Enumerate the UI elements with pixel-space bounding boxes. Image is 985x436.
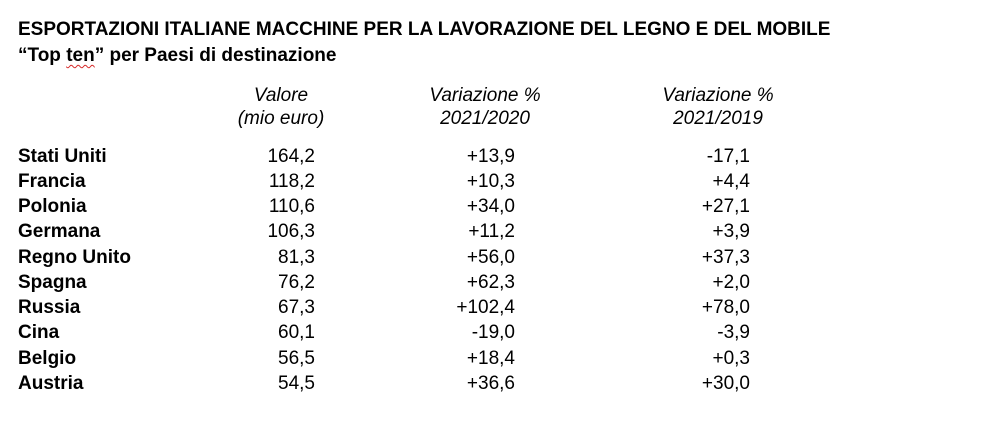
table-row [0, 245, 985, 270]
valore-cell: 76,2 [278, 272, 315, 293]
subtitle-suffix: ” per Paesi di destinazione [94, 45, 337, 66]
column-header-var-2021-2019-line1: Variazione % [662, 85, 774, 106]
var-2021-2019-cell: -17,1 [706, 146, 750, 167]
table-row [0, 194, 985, 219]
column-header-valore [211, 84, 351, 130]
var-2021-2019-cell: +37,3 [701, 247, 750, 268]
var-2021-2019-cell: -3,9 [717, 322, 750, 343]
var-2021-2020-cell: +34,0 [466, 196, 515, 217]
country-cell: Polonia [18, 196, 87, 217]
valore-cell: 56,5 [278, 348, 315, 369]
var-2021-2020-cell: +13,9 [466, 146, 515, 167]
column-header-var-2021-2020-line2: 2021/2020 [440, 108, 530, 129]
country-cell: Francia [18, 171, 86, 192]
valore-cell: 81,3 [278, 247, 315, 268]
country-cell: Russia [18, 297, 81, 318]
var-2021-2019-cell: +78,0 [701, 297, 750, 318]
valore-cell: 54,5 [278, 373, 315, 394]
var-2021-2020-cell: +18,4 [466, 348, 515, 369]
column-header-valore-line2: (mio euro) [237, 108, 325, 129]
var-2021-2020-cell: +11,2 [468, 221, 515, 242]
country-cell: Spagna [18, 272, 87, 293]
table-row [0, 346, 985, 371]
table-row [0, 371, 985, 396]
column-header-var-2021-2020 [400, 84, 570, 130]
valore-cell: 118,2 [268, 171, 315, 192]
var-2021-2020-cell: +62,3 [466, 272, 515, 293]
table-row [0, 270, 985, 295]
var-2021-2020-cell: -19,0 [471, 322, 515, 343]
valore-cell: 67,3 [278, 297, 315, 318]
country-cell: Cina [18, 322, 60, 343]
column-header-valore-line1: Valore [253, 85, 309, 106]
valore-cell: 106,3 [267, 221, 315, 242]
subtitle-prefix: “Top [18, 45, 67, 66]
country-cell: Austria [18, 373, 84, 394]
var-2021-2020-cell: +36,6 [466, 373, 515, 394]
country-cell: Germana [18, 221, 101, 242]
country-cell: Regno Unito [18, 247, 131, 268]
country-cell: Belgio [18, 348, 77, 369]
var-2021-2020-cell: +56,0 [466, 247, 515, 268]
spellcheck-flagged-word[interactable]: ten [66, 45, 95, 66]
document-title: ESPORTAZIONI ITALIANE MACCHINE PER LA LAVORAZIONE DEL LEGNO E DEL MOBILE [18, 19, 831, 40]
valore-cell: 164,2 [267, 146, 315, 167]
var-2021-2019-cell: +3,9 [712, 221, 750, 242]
country-cell: Stati Uniti [18, 146, 107, 167]
table-row [0, 169, 985, 194]
var-2021-2019-cell: +30,0 [701, 373, 750, 394]
var-2021-2019-cell: +0,3 [712, 348, 750, 369]
column-header-var-2021-2019 [633, 84, 803, 130]
table-row [0, 320, 985, 345]
table-row [0, 295, 985, 320]
var-2021-2020-cell: +102,4 [456, 297, 515, 318]
var-2021-2019-cell: +27,1 [701, 196, 750, 217]
var-2021-2019-cell: +2,0 [712, 272, 750, 293]
column-header-var-2021-2019-line2: 2021/2019 [673, 108, 763, 129]
var-2021-2020-cell: +10,3 [466, 171, 515, 192]
var-2021-2019-cell: +4,4 [712, 171, 750, 192]
table-row [0, 219, 985, 244]
document-subtitle [18, 45, 336, 67]
valore-cell: 110,6 [268, 196, 315, 217]
column-header-var-2021-2020-line1: Variazione % [429, 85, 541, 106]
table-row [0, 144, 985, 169]
valore-cell: 60,1 [278, 322, 315, 343]
